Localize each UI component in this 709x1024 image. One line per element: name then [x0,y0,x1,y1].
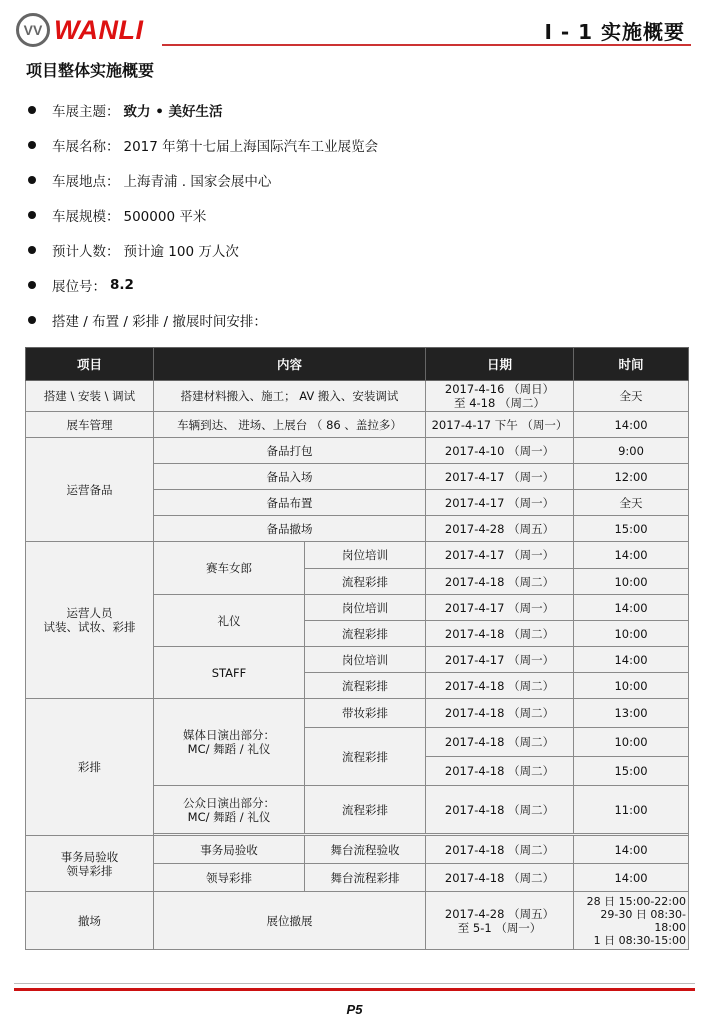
header-item: 项目 [26,348,154,381]
cell-time: 10:00 [574,728,689,757]
cell-mid: 领导彩排 [154,864,305,892]
cell-sub: 流程彩排 [305,786,426,834]
bullet-value: 上海青浦 . 国家会展中心 [123,173,272,190]
brand-emblem-icon: VV [16,13,50,47]
cell-date: 2017-4-18 （周二） [426,699,574,728]
bullet-label: 车展规模： [52,208,120,225]
bullet-scale [28,197,378,232]
cell-date: 2017-4-18 （周二） [426,569,574,595]
table-row [26,699,689,728]
cell-item: 运营人员 试装、试妆、彩排 [26,542,154,699]
cell-time: 14:00 [574,836,689,864]
cell-sub: 带妆彩排 [305,699,426,728]
cell-sub: 流程彩排 [305,569,426,595]
cell-time: 14:00 [574,864,689,892]
table-row [26,438,689,464]
cell-date: 2017-4-17 （周一） [426,464,574,490]
bullet-label: 搭建 / 布置 / 彩排 / 撤展时间安排： [52,313,267,330]
cell-time: 15:00 [574,516,689,542]
cell-item: 展车管理 [26,412,154,438]
cell-item: 彩排 [26,699,154,836]
cell-date: 2017-4-17 （周一） [426,542,574,569]
bullet-label: 展位号： [52,278,106,295]
cell-date: 2017-4-17 （周一） [426,647,574,673]
cell-date: 2017-4-10 （周一） [426,438,574,464]
cell-time: 全天 [574,381,689,412]
footer-divider-thin [14,983,695,984]
schedule-table [25,347,689,950]
bullet-dot-icon [28,176,36,184]
cell-sub: 流程彩排 [305,673,426,699]
cell-item: 事务局验收 领导彩排 [26,836,154,892]
bullet-label: 车展名称： [52,138,120,155]
cell-time: 14:00 [574,412,689,438]
cell-sub: 舞台流程彩排 [305,864,426,892]
cell-item: 搭建 \ 安装 \ 调试 [26,381,154,412]
cell-subgroup: 公众日演出部分： MC/ 舞蹈 / 礼仪 [154,786,305,834]
cell-content: 车辆到达、 进场、上展台 （ 86 、盖拉多） [154,412,426,438]
bullet-value: 致力 • 美好生活 [123,103,223,120]
cell-date: 2017-4-18 （周二） [426,786,574,834]
cell-sub: 舞台流程验收 [305,836,426,864]
cell-mid: 事务局验收 [154,836,305,864]
cell-date: 2017-4-18 （周二） [426,673,574,699]
cell-date: 2017-4-17 （周一） [426,595,574,621]
cell-date: 2017-4-18 （周二） [426,621,574,647]
bullet-value: 2017 年第十七届上海国际汽车工业展览会 [123,138,379,155]
cell-content: 搭建材料搬入、施工； AV 搬入、安装调试 [154,381,426,412]
cell-content: 备品撤场 [154,516,426,542]
cell-time: 9:00 [574,438,689,464]
cell-date: 2017-4-18 （周二） [426,728,574,757]
cell-time: 全天 [574,490,689,516]
bullet-dot-icon [28,246,36,254]
cell-date: 2017-4-28 （周五） [426,516,574,542]
cell-date: 2017-4-17 下午 （周一） [426,412,574,438]
cell-content: 备品打包 [154,438,426,464]
cell-date: 2017-4-16 （周日） 至 4-18 （周二） [426,381,574,412]
bullet-dot-icon [28,211,36,219]
bullet-schedule [28,302,378,337]
cell-time: 10:00 [574,621,689,647]
bullet-name [28,127,378,162]
bullet-label: 车展地点： [52,173,120,190]
page-number: P5 [346,1002,363,1017]
cell-time: 13:00 [574,699,689,728]
bullet-value: 500000 平米 [123,208,207,225]
header-time: 时间 [574,348,689,381]
cell-time: 14:00 [574,542,689,569]
bullet-location [28,162,378,197]
cell-time: 15:00 [574,757,689,786]
cell-date: 2017-4-17 （周一） [426,490,574,516]
cell-time: 10:00 [574,673,689,699]
cell-sub: 岗位培训 [305,647,426,673]
cell-subgroup: 赛车女郎 [154,542,305,595]
cell-time: 12:00 [574,464,689,490]
bullet-theme [28,92,378,127]
bullet-dot-icon [28,141,36,149]
table-row [26,412,689,438]
bullet-label: 预计人数： [52,243,120,260]
cell-content: 备品入场 [154,464,426,490]
cell-time: 14:00 [574,647,689,673]
bullet-value: 8.2 [110,276,134,293]
cell-content: 展位撤展 [154,892,426,950]
cell-subgroup: STAFF [154,647,305,699]
cell-date: 2017-4-18 （周二） [426,757,574,786]
bullet-label: 车展主题： [52,103,120,120]
page-heading: 项目整体实施概要 [26,61,155,80]
cell-date: 2017-4-18 （周二） [426,836,574,864]
section-title: I - 1 实施概要 [544,20,685,44]
overview-list [28,92,378,337]
bullet-value: 预计逾 100 万人次 [123,243,239,260]
brand-logo [16,13,144,47]
cell-subgroup: 礼仪 [154,595,305,647]
table-row [26,892,689,950]
header-date: 日期 [426,348,574,381]
cell-content: 备品布置 [154,490,426,516]
header-content: 内容 [154,348,426,381]
cell-date: 2017-4-28 （周五） 至 5-1 （周一） [426,892,574,950]
bullet-dot-icon [28,316,36,324]
cell-item: 撤场 [26,892,154,950]
cell-time: 11:00 [574,786,689,834]
cell-time: 28 日 15:00-22:00 29-30 日 08:30- 18:00 1 日 08:30-15:00 [574,892,689,950]
bullet-dot-icon [28,106,36,114]
cell-sub: 流程彩排 [305,728,426,786]
cell-subgroup: 媒体日演出部分： MC/ 舞蹈 / 礼仪 [154,699,305,786]
cell-item: 运营备品 [26,438,154,542]
bullet-dot-icon [28,281,36,289]
table-row [26,542,689,569]
cell-sub: 岗位培训 [305,542,426,569]
cell-date: 2017-4-18 （周二） [426,864,574,892]
bullet-booth [28,267,378,302]
cell-time: 10:00 [574,569,689,595]
brand-name: WANLI [54,14,144,45]
bullet-visitors [28,232,378,267]
table-header-row [26,348,689,381]
cell-time: 14:00 [574,595,689,621]
table-row [26,381,689,412]
table-row [26,836,689,864]
cell-sub: 流程彩排 [305,621,426,647]
cell-sub: 岗位培训 [305,595,426,621]
footer-divider-red [14,988,695,991]
